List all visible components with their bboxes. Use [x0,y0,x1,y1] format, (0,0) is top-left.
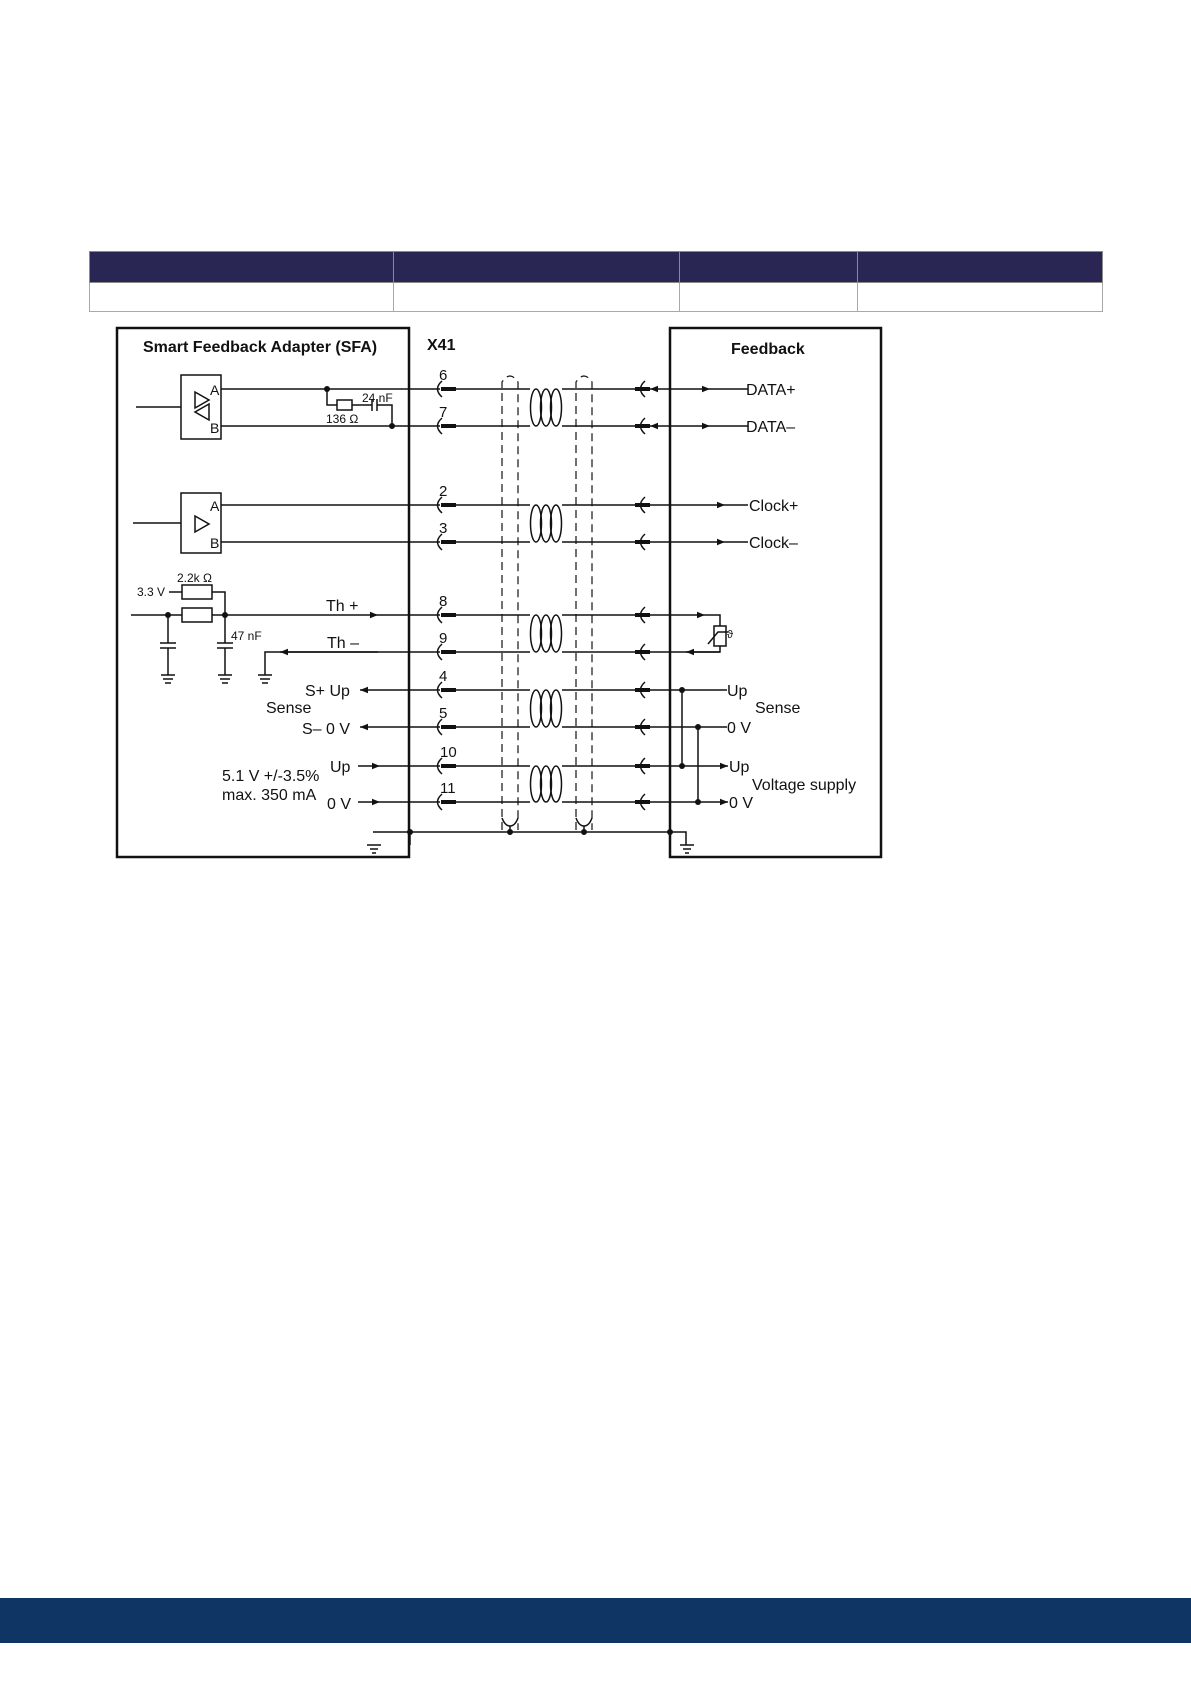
footer-band [0,1598,1191,1643]
connector-pin [635,725,650,729]
table-cell [90,283,394,312]
supply-spec-line1: 5.1 V +/-3.5% [222,768,320,785]
gate-b-label: B [210,535,220,551]
pin-number: 4 [439,668,448,685]
capacitor-label: 24 nF [362,391,393,405]
sense-label-right: Sense [755,700,801,717]
right-0v-sense-label: 0 V [727,720,752,737]
connector-pin [635,503,650,507]
connector-pin [441,764,456,768]
feedback-title: Feedback [731,341,805,358]
resistor-label: 2.2k Ω [177,571,212,585]
junction-dot [667,829,673,835]
voltage-supply-label: Voltage supply [752,777,857,794]
pin-number: 10 [440,744,457,761]
connector-pin [635,613,650,617]
connector-pin [441,387,456,391]
connector-pin [635,764,650,768]
table-header-cell [394,252,680,283]
table-header-cell [90,252,394,283]
pin-number: 11 [440,780,456,797]
connector-label: X41 [427,337,456,354]
right-0v-supply-label: 0 V [729,795,754,812]
voltage-label: 3.3 V [137,585,166,599]
connector-pin [441,540,456,544]
clock-plus-label: Clock+ [749,498,799,515]
connector-pin [635,540,650,544]
table-header-row [90,252,1103,283]
connector-pin [441,424,456,428]
pin-number: 2 [439,483,448,500]
sense-label-left: Sense [266,700,312,717]
junction-dot [507,829,513,835]
gate-b-label: B [210,420,220,436]
connector-pin [635,650,650,654]
resistor-label: 136 Ω [326,412,359,426]
table-header-cell [680,252,858,283]
table-header-cell [858,252,1103,283]
connector-pin [635,800,650,804]
pin-number: 9 [439,630,448,647]
pin-number: 6 [439,367,448,384]
pin-number: 3 [439,520,448,537]
right-up-supply-label: Up [729,759,750,776]
capacitor-label: 47 nF [231,629,262,643]
thermistor-symbol: ϑ [727,629,734,641]
supply-spec-line2: max. 350 mA [222,787,317,804]
connector-pin [635,424,650,428]
connector-pin [441,800,456,804]
th-plus-label: Th + [326,598,359,615]
pin-number: 8 [439,593,448,610]
sfa-title: Smart Feedback Adapter (SFA) [143,339,378,356]
data-plus-label: DATA+ [746,382,796,399]
left-up-label: Up [330,759,351,776]
s-plus-up-label: S+ Up [305,683,350,700]
table-cell [680,283,858,312]
thermistor [714,626,726,646]
clock-minus-label: Clock– [749,535,798,552]
gate-a-label: A [210,382,220,398]
table-cell [394,283,680,312]
junction-dot [407,829,413,835]
left-0v-label: 0 V [327,796,352,813]
connector-pin [441,613,456,617]
right-up-sense-label: Up [727,683,748,700]
connector-pin [635,688,650,692]
connector-pin [635,387,650,391]
wiring-diagram [100,318,900,868]
data-minus-label: DATA– [746,419,796,436]
connector-pin [441,725,456,729]
th-minus-label: Th – [327,635,360,652]
connector-pin [441,688,456,692]
cable-shield [502,376,518,830]
pin-number: 7 [439,404,448,421]
connector-pin [441,503,456,507]
connector-pin [441,650,456,654]
gate-a-label: A [210,498,220,514]
junction-dot [581,829,587,835]
spec-table [89,251,1103,312]
s-minus-0v-label: S– 0 V [302,721,351,738]
table-cell [858,283,1103,312]
pin-number: 5 [439,705,448,722]
cable-shield [576,376,592,830]
table-row [90,283,1103,312]
